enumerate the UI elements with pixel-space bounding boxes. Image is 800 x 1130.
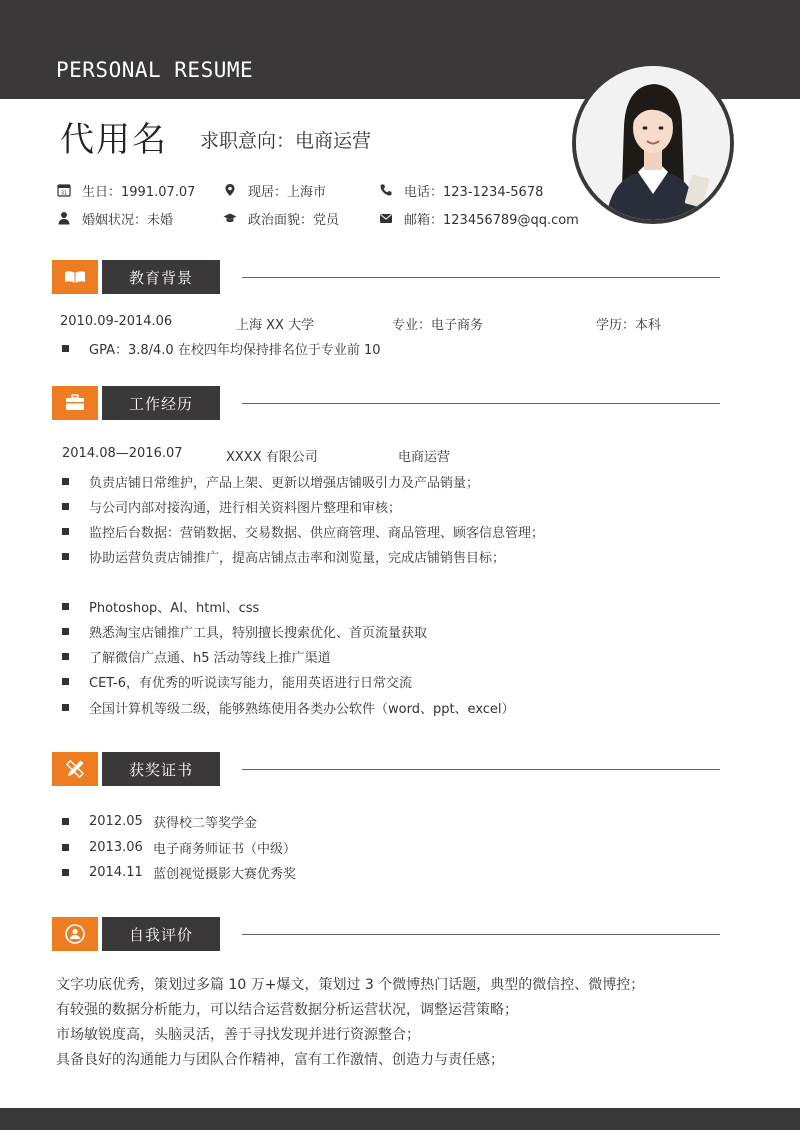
bullet-square [62, 553, 69, 560]
profile-photo-frame [572, 62, 734, 224]
list-item [62, 472, 479, 491]
political-text: 政治面貌：党员 [248, 212, 340, 228]
work-position: 电商运营 [398, 450, 451, 465]
award-name: 蓝创视觉摄影大赛优秀奖 [153, 867, 297, 882]
education-major: 专业：电子商务 [392, 318, 484, 333]
list-item [62, 547, 505, 566]
self-evaluation-line: 文字功底优秀，策划过多篇 10 万+爆文，策划过 3 个微博热门话题，典型的微信控、微博控； [56, 977, 645, 993]
award-date: 2012.05 [89, 814, 143, 829]
skill-text: 全国计算机等级二级，能够熟练使用各类办公软件（word、ppt、excel） [89, 702, 515, 717]
email-text: 邮箱：123456789@qq.com [404, 212, 579, 228]
bullet-square [62, 478, 69, 485]
bullet-square [62, 653, 69, 660]
section-divider [242, 403, 720, 404]
skill-text: 熟悉淘宝店铺推广工具，特别擅长搜索优化、首页流量获取 [89, 626, 428, 641]
info-political [222, 208, 339, 228]
award-name: 获得校二等奖学金 [153, 816, 258, 831]
education-degree: 学历：本科 [596, 318, 662, 333]
profile-photo [576, 66, 730, 220]
bullet-square [62, 818, 69, 825]
residence-text: 现居：上海市 [248, 184, 327, 200]
section-title-self: 自我评价 [102, 917, 220, 951]
section-divider [242, 769, 720, 770]
person-badge-icon [52, 917, 98, 951]
list-item [62, 672, 412, 691]
self-evaluation-line: 市场敏锐度高，头脑灵活，善于寻找发现并进行资源整合； [56, 1027, 420, 1043]
list-item [62, 597, 259, 616]
birthday-text: 生日：1991.07.07 [82, 184, 196, 200]
education-period: 2010.09-2014.06 [60, 314, 173, 329]
bullet-square [62, 628, 69, 635]
bullet-square [62, 528, 69, 535]
graduation-cap-icon [222, 210, 238, 226]
resume-title: PERSONAL RESUME [56, 58, 254, 82]
phone-text: 电话：123-1234-5678 [404, 184, 544, 200]
section-header-awards [52, 752, 720, 786]
bullet-square [62, 869, 69, 876]
work-company: XXXX 有限公司 [226, 450, 318, 465]
work-period: 2014.08—2016.07 [62, 446, 183, 461]
location-icon [222, 182, 238, 198]
education-gpa: GPA：3.8/4.0 在校四年均保持排名位于专业前 10 [89, 343, 381, 358]
bullet-square [62, 678, 69, 685]
info-phone [378, 180, 543, 200]
skill-text: Photoshop、AI、html、css [89, 601, 260, 616]
section-divider [242, 934, 720, 935]
bullet-square [62, 704, 69, 711]
section-title-education: 教育背景 [102, 260, 220, 294]
bullet-square [62, 603, 69, 610]
person-icon [56, 210, 72, 226]
phone-icon [378, 182, 394, 198]
skill-text: CET-6，有优秀的听说读写能力，能用英语进行日常交流 [89, 676, 413, 691]
list-item [62, 838, 296, 857]
skill-text: 了解微信广点通、h5 活动等线上推广渠道 [89, 651, 331, 666]
candidate-name: 代用名 [60, 120, 168, 160]
duty-text: 协助运营负责店铺推广，提高店铺点击率和浏览量，完成店铺销售目标； [89, 551, 506, 566]
award-name: 电子商务师证书（中级） [153, 842, 297, 857]
list-item [62, 647, 331, 666]
duty-text: 与公司内部对接沟通，进行相关资料图片整理和审核； [89, 501, 402, 516]
pencil-ruler-icon [52, 752, 98, 786]
section-header-self [52, 917, 720, 951]
list-item [62, 497, 401, 516]
award-date: 2013.06 [89, 840, 143, 855]
list-item [62, 622, 427, 641]
self-evaluation-line: 有较强的数据分析能力，可以结合运营数据分析运营状况，调整运营策略； [56, 1002, 518, 1018]
marital-text: 婚姻状况：未婚 [82, 212, 174, 228]
info-email [378, 208, 579, 228]
info-birthday [56, 180, 195, 200]
info-residence [222, 180, 326, 200]
section-title-work: 工作经历 [102, 386, 220, 420]
list-item [62, 339, 381, 358]
award-date: 2014.11 [89, 865, 143, 880]
calendar-icon [56, 182, 72, 198]
portrait-illustration [576, 66, 730, 220]
briefcase-icon [52, 386, 98, 420]
list-item [62, 863, 296, 882]
list-item [62, 698, 515, 717]
duty-text: 监控后台数据：营销数据、交易数据、供应商管理、商品管理、顾客信息管理； [89, 526, 545, 541]
envelope-icon [378, 210, 394, 226]
section-header-education [52, 260, 720, 294]
open-book-icon [52, 260, 98, 294]
section-divider [242, 277, 720, 278]
duty-text: 负责店铺日常维护，产品上架、更新以增强店铺吸引力及产品销量； [89, 476, 480, 491]
list-item [62, 812, 257, 831]
list-item [62, 522, 544, 541]
bullet-square [62, 503, 69, 510]
bullet-square [62, 345, 69, 352]
section-header-work [52, 386, 720, 420]
job-intent: 求职意向：电商运营 [200, 130, 372, 152]
footer-band [0, 1108, 800, 1130]
bullet-square [62, 844, 69, 851]
self-evaluation-line: 具备良好的沟通能力与团队合作精神，富有工作激情、创造力与责任感； [56, 1052, 504, 1068]
section-title-awards: 获奖证书 [102, 752, 220, 786]
education-school: 上海 XX 大学 [236, 318, 315, 333]
info-marital [56, 208, 173, 228]
svg-text:31: 31 [60, 190, 68, 197]
